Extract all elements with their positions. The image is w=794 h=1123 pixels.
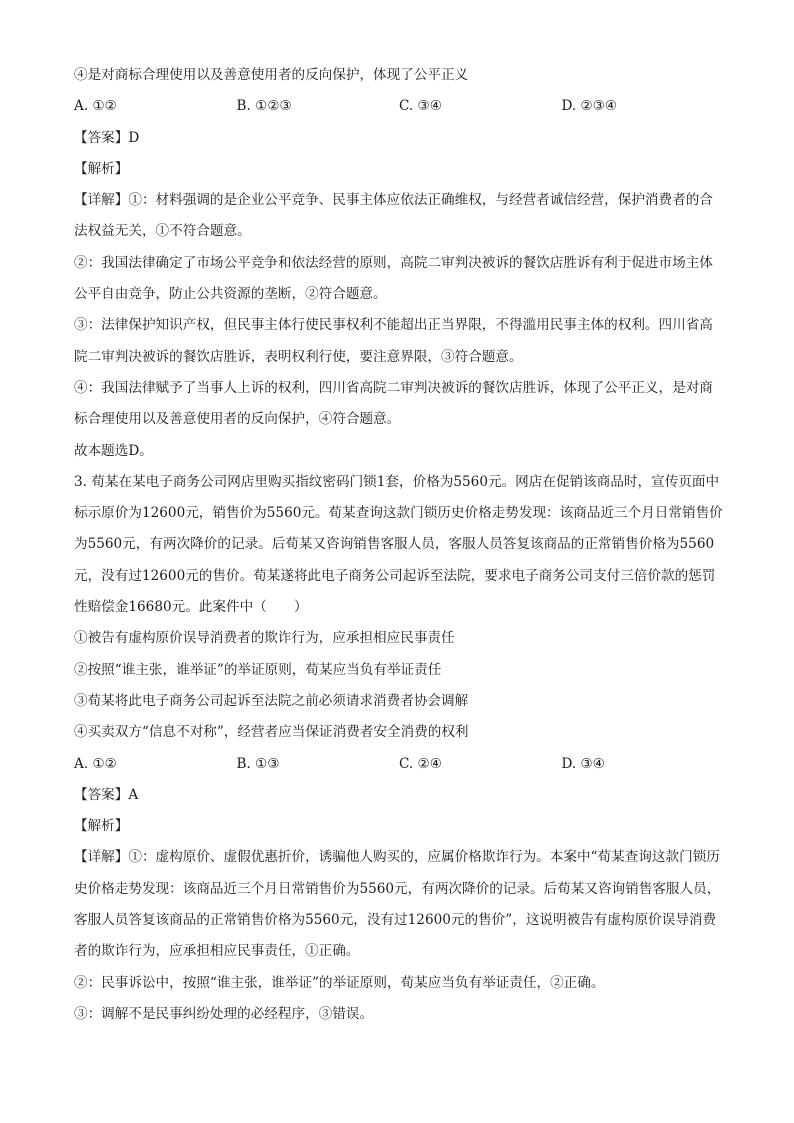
q3-statement-2: ②按照“谁主张，谁举证”的举证原则，荀某应当负有举证责任 (74, 661, 442, 678)
q2-detail-1: 【详解】①：材料强调的是企业公平竞争、民事主体应依法正确维权，与经营者诚信经营，保护消费者的合法权益无关，①不符合题意。 (74, 192, 713, 240)
q2-statement-4: ④是对商标合理使用以及善意使用者的反向保护，体现了公平正义 (74, 67, 469, 83)
q3-stem: 3. 荀某在某电子商务公司网店里购买指纹密码门锁1套，价格为5560元。网店在促销该商品时，宣传页面中标示原价为12600元，销售价为5560元。荀某查询这款门锁历史价格走势发现：该商品近三个月日常销售价为5560元，有两次降价的记录。后荀某又咨询销售客服人员，客服人员答复该商品的正常销售价格为5560元，没有过12600元的售价。荀某遂将此电子商务公司起诉至法院，要求电子商务公司支付三倍价款的惩罚性赔偿金16680元。此案件中（ ） (74, 473, 723, 616)
q3-option-d: D. ③④ (561, 755, 605, 772)
q3-detail-3: ③：调解不是民事纠纷处理的必经程序，③错误。 (74, 1005, 374, 1022)
q2-option-c: C. ③④ (399, 98, 442, 115)
q3-option-c: C. ②④ (399, 755, 442, 772)
q3-statement-1: ①被告有虚构原价误导消费者的欺诈行为，应承担相应民事责任 (74, 630, 455, 647)
q3-detail-1: 【详解】①：虚构原价、虚假优惠折价，诱骗他人购买的，应属价格欺诈行为。本案中“荀某查询这款门锁历史价格走势发现：该商品近三个月日常销售价为5560元，有两次降价的记录。后荀某又咨询销售客服人员，客服人员答复该商品的正常销售价格为5560元，没有过12600元的售价”，这说明被告有虚构原价误导消费者的欺诈行为，应承担相应民事责任，①正确。 (74, 849, 721, 960)
q3-options (74, 749, 724, 780)
q3-option-a: A. ①② (74, 755, 117, 772)
q3-statement-4: ④买卖双方“信息不对称”，经营者应当保证消费者安全消费的权利 (74, 724, 469, 741)
q2-analysis-label: 【解析】 (74, 160, 129, 177)
q2-answer: 【答案】D (74, 129, 140, 146)
q2-option-d: D. ②③④ (561, 98, 618, 115)
q2-options (74, 91, 724, 122)
q2-option-b: B. ①②③ (236, 98, 292, 115)
q2-detail-4: ④：我国法律赋予了当事人上诉的权利，四川省高院二审判决被诉的餐饮店胜诉，体现了公平正义，是对商标合理使用以及善意使用者的反向保护，④符合题意。 (74, 379, 713, 428)
q3-option-b: B. ①③ (236, 755, 280, 772)
q2-option-a: A. ①② (74, 98, 117, 115)
q2-detail-3: ③：法律保护知识产权，但民事主体行使民事权利不能超出正当界限，不得滥用民事主体的权利。四川省高院二审判决被诉的餐饮店胜诉，表明权利行使，要注意界限，③符合题意。 (74, 317, 713, 365)
q3-detail-2: ②：民事诉讼中，按照“谁主张，谁举证”的举证原则，荀某应当负有举证责任，②正确。 (74, 974, 605, 991)
q3-statement-3: ③荀某将此电子商务公司起诉至法院之前必须请求消费者协会调解 (74, 692, 469, 709)
document-page (74, 60, 724, 1030)
q3-answer: 【答案】A (74, 786, 139, 803)
q2-conclusion: 故本题选D。 (74, 442, 153, 459)
q2-detail-2: ②：我国法律确定了市场公平竞争和依法经营的原则，高院二审判决被诉的餐饮店胜诉有利于促进市场主体公平自由竞争，防止公共资源的垄断，②符合题意。 (74, 254, 713, 303)
q3-analysis-label: 【解析】 (74, 818, 129, 835)
